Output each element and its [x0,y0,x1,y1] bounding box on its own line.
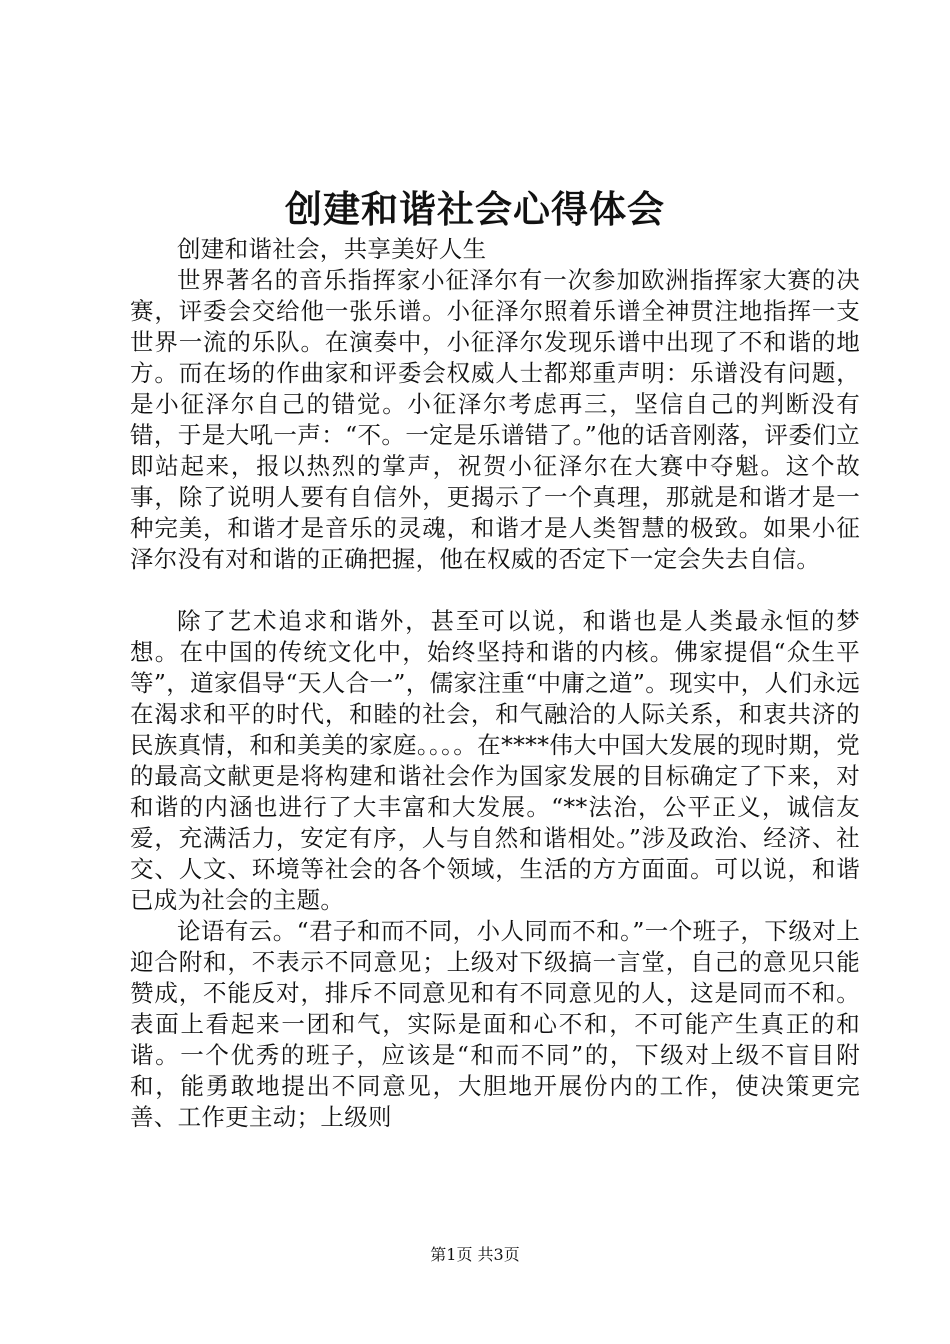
paragraph: 世界著名的音乐指挥家小征泽尔有一次参加欧洲指挥家大赛的决赛，评委会交给他一张乐谱。小征泽尔照着乐谱全神贯注地指挥一支世界一流的乐队。在演奏中，小征泽尔发现乐谱中出现了不和谐的地方。而在场的作曲家和评委会权威人士都郑重声明：乐谱没有问题，是小征泽尔自己的错觉。小征泽尔考虑再三，坚信自己的判断没有错，于是大吼一声：“不。一定是乐谱错了。”他的话音刚落，评委们立即站起来，报以热烈的掌声，祝贺小征泽尔在大赛中夺魁。这个故事，除了说明人要有自信外，更揭示了一个真理，那就是和谐才是一种完美，和谐才是音乐的灵魂，和谐才是人类智慧的极致。如果小征泽尔没有对和谐的正确把握，他在权威的否定下一定会失去自信。 [130,266,860,573]
subtitle-line: 创建和谐社会，共享美好人生 [177,235,487,263]
document-title: 创建和谐社会心得体会 [285,187,665,231]
page-number-footer: 第1页 共3页 [430,1245,520,1264]
paragraph: 除了艺术追求和谐外，甚至可以说，和谐也是人类最永恒的梦想。在中国的传统文化中，始终坚持和谐的内核。佛家提倡“众生平等”，道家倡导“天人合一”，儒家注重“中庸之道”。现实中，人们永远在渴求和平的时代，和睦的社会，和气融洽的人际关系，和衷共济的民族真情，和和美美的家庭。。。。在****伟大中国大发展的现时期，党的最高文献更是将构建和谐社会作为国家发展的目标确定了下来，对和谐的内涵也进行了大丰富和大发展。“**法治，公平正义，诚信友爱，充满活力，安定有序，人与自然和谐相处。”涉及政治、经济、社交、人文、环境等社会的各个领域，生活的方方面面。可以说，和谐已成为社会的主题。 [130,607,860,914]
document-body [130,234,860,1133]
paragraph: 论语有云。“君子和而不同，小人同而不和。”一个班子，下级对上迎合附和，不表示不同意见；上级对下级搞一言堂，自己的意见只能赞成，不能反对，排斥不同意见和有不同意见的人，这是同而不和。表面上看起来一团和气，实际是面和心不和，不可能产生真正的和谐。一个优秀的班子，应该是“和而不同”的，下级对上级不盲目附和，能勇敢地提出不同意见，大胆地开展份内的工作，使决策更完善、工作更主动；上级则 [130,917,860,1131]
